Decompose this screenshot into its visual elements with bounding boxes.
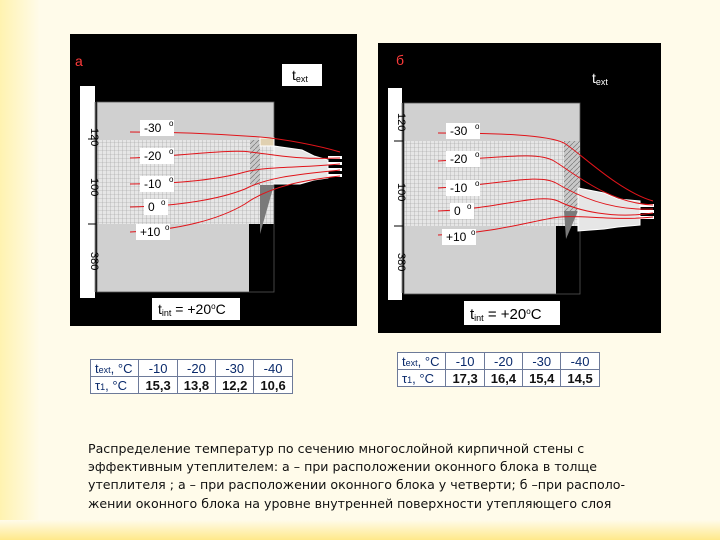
panel-letter: б [396, 52, 405, 68]
t-ext-label: text [592, 70, 608, 87]
temperature-table-a [90, 359, 293, 394]
table-cell: -30 [216, 360, 254, 377]
row-header: text, °C [91, 360, 139, 377]
table-cell: 15,3 [139, 377, 177, 394]
degree-mark: o [165, 223, 170, 232]
caption-line: жении оконного блока на уровне внутренней поверхности утепляющего слоя [88, 495, 612, 511]
table-cell: 14,5 [561, 370, 599, 387]
table-cell: 10,6 [254, 377, 292, 394]
outer-brick-layer [404, 103, 580, 141]
table-row [398, 370, 600, 387]
isotherm-label: -10 [144, 177, 162, 191]
table-row [91, 360, 293, 377]
table-cell: -10 [446, 353, 484, 370]
t-int-label: tint = $+20^oC$ [158, 301, 226, 318]
diagram-panel-b [378, 43, 661, 333]
degree-mark: o [467, 202, 472, 211]
degree-mark: o [161, 198, 166, 207]
diagram-panel-a [70, 34, 357, 326]
t-ext-label: text [292, 67, 308, 84]
t-int-label: tint = $+20^oC$ [470, 306, 542, 323]
table-cell: -40 [254, 360, 292, 377]
table-cell: 15,4 [523, 370, 561, 387]
row-header: text, °C [398, 353, 446, 370]
degree-mark: o [169, 175, 174, 184]
figure-caption [88, 440, 658, 513]
dimension-label: 380 [88, 252, 100, 271]
isotherm-label: -30 [450, 124, 468, 138]
isotherm-label: -20 [144, 149, 162, 163]
dimension-label: 120 [395, 113, 407, 132]
isotherm-label: +10 [140, 225, 161, 239]
panel-letter: а [75, 53, 83, 69]
table-cell: -20 [177, 360, 215, 377]
dimension-label: 120 [88, 128, 100, 147]
isotherm-label: -20 [450, 152, 468, 166]
caption-line: эффективным утеплителем: а – при расположении оконного блока в толще [88, 459, 598, 475]
degree-mark: o [471, 228, 476, 237]
table-row [91, 377, 293, 394]
table-cell: -20 [484, 353, 522, 370]
dimension-label: 100 [395, 183, 407, 202]
table-cell: 17,3 [446, 370, 484, 387]
inner-brick-layer [97, 224, 249, 292]
dimension-label: 100 [88, 178, 100, 197]
degree-mark: o [475, 179, 480, 188]
outer-brick-layer [97, 102, 274, 140]
isotherm-label: -10 [450, 181, 468, 195]
degree-mark: o [169, 119, 174, 128]
table-cell: 16,4 [484, 370, 522, 387]
caption-line: утеплителя ; а – при расположении оконного блока у четверти; б –при располо- [88, 477, 626, 493]
window-frame [250, 140, 260, 185]
degree-mark: o [169, 147, 174, 156]
isotherm-label: +10 [446, 230, 467, 244]
caption-line: Распределение температур по сечению многослойной кирпичной стены с [88, 441, 585, 456]
temperature-table-b [397, 352, 600, 387]
row-header: τ1, °C [398, 370, 446, 387]
degree-mark: o [475, 122, 480, 131]
table-cell: 13,8 [177, 377, 215, 394]
inner-brick-layer [404, 226, 556, 294]
dimension-label: 380 [395, 253, 407, 272]
decorative-bottom-stripe [0, 520, 720, 540]
isotherm-label: 0 [454, 204, 461, 218]
isotherm-label: 0 [148, 200, 155, 214]
table-cell: -40 [561, 353, 599, 370]
table-cell: -30 [523, 353, 561, 370]
decorative-left-stripe [0, 0, 40, 540]
table-cell: 12,2 [216, 377, 254, 394]
table-row [398, 353, 600, 370]
degree-mark: o [475, 150, 480, 159]
isotherm-label: -30 [144, 121, 162, 135]
row-header: τ1, °C [91, 377, 139, 394]
table-cell: -10 [139, 360, 177, 377]
